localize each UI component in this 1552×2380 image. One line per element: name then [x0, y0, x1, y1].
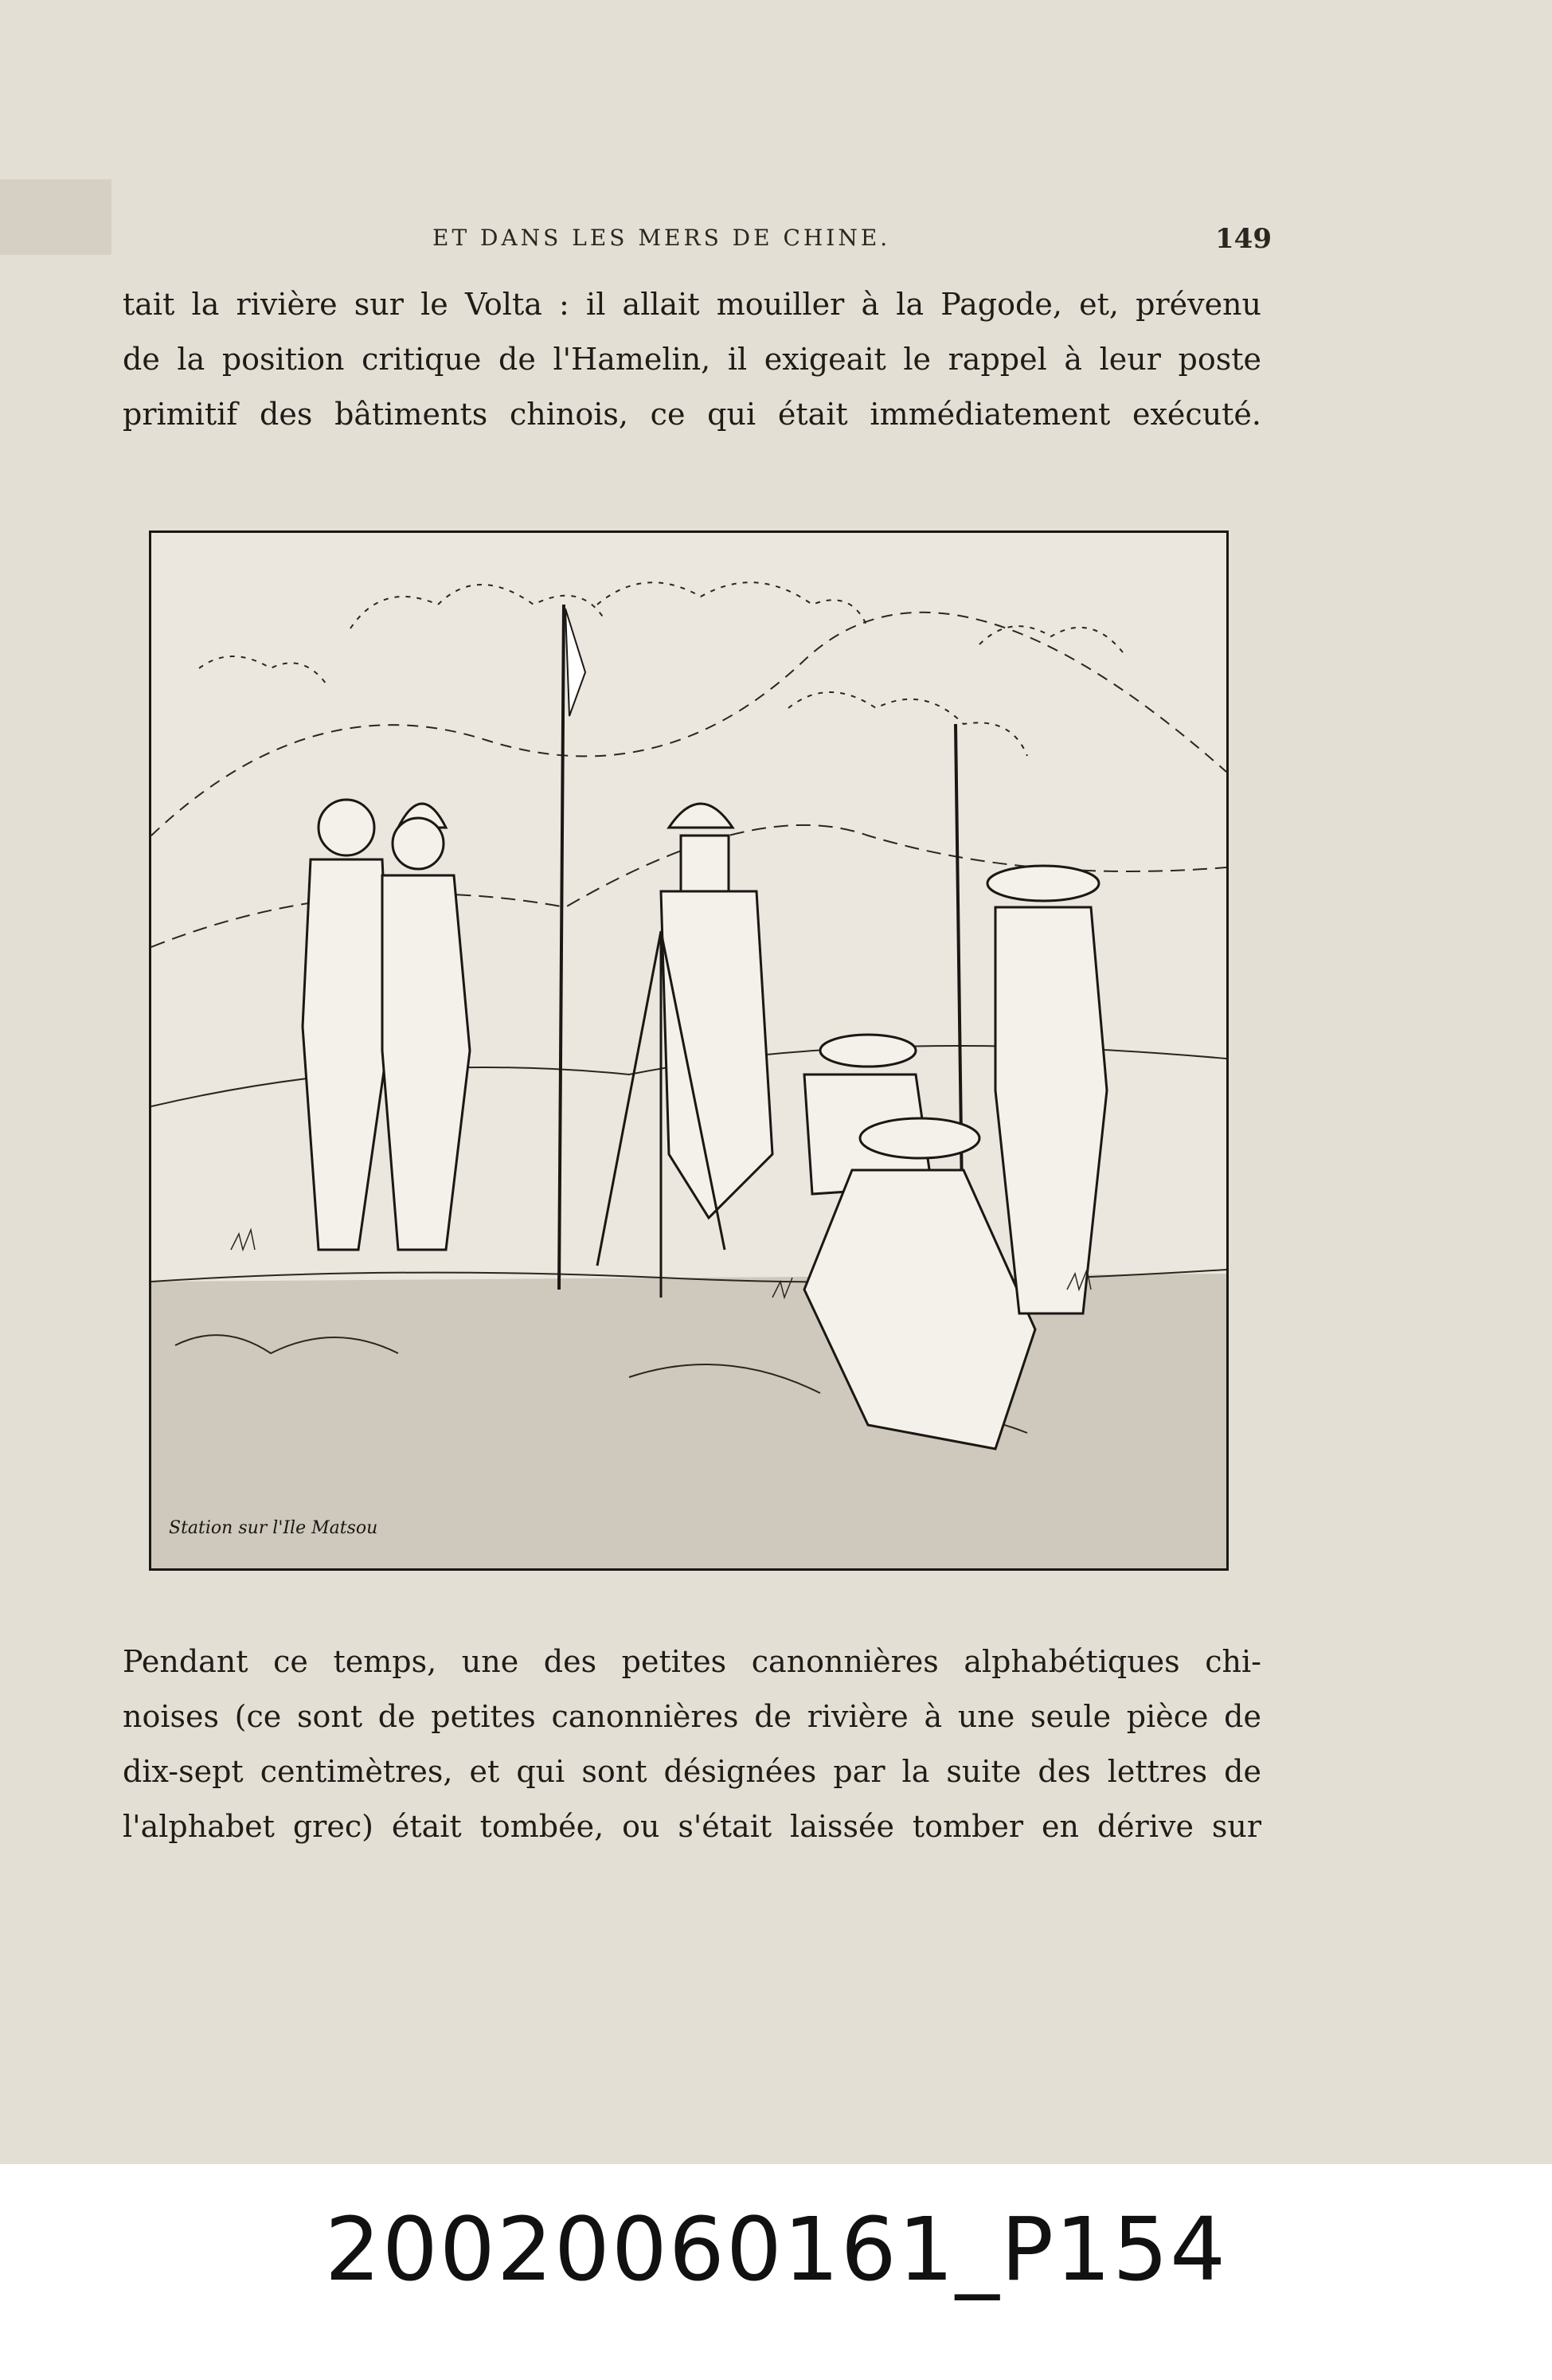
running-title: ET DANS LES MERS DE CHINE. — [432, 225, 891, 251]
page-number: 149 — [1215, 223, 1272, 255]
illustration — [149, 530, 1229, 1571]
text-line: noises (ce sont de petites canonnières de rivière à une seule pièce de — [123, 1699, 1261, 1734]
scan-identifier: 20020060161_P154 — [324, 2198, 1228, 2300]
text-line: tait la rivière sur le Volta : il allait mouiller à la Pagode, et, prévenu — [123, 287, 1261, 322]
survey-scene-drawing — [151, 533, 1226, 1568]
text-line: Pendant ce temps, une des petites canonnières alphabétiques chi- — [123, 1644, 1261, 1679]
paragraph-bottom — [123, 1634, 1261, 1854]
text-line: primitif des bâtiments chinois, ce qui était immédiatement exécuté. — [123, 397, 1261, 432]
paragraph-top — [123, 277, 1261, 442]
illustration-caption: Station sur l'Ile Matsou — [169, 1518, 378, 1538]
text-line: dix-sept centimètres, et qui sont désignées par la suite des lettres de — [123, 1754, 1261, 1789]
running-head — [0, 225, 1552, 256]
text-line: de la position critique de l'Hamelin, il exigeait le rappel à leur poste — [123, 342, 1261, 377]
text-line: l'alphabet grec) était tombée, ou s'était laissée tomber en dérive sur — [123, 1809, 1261, 1844]
